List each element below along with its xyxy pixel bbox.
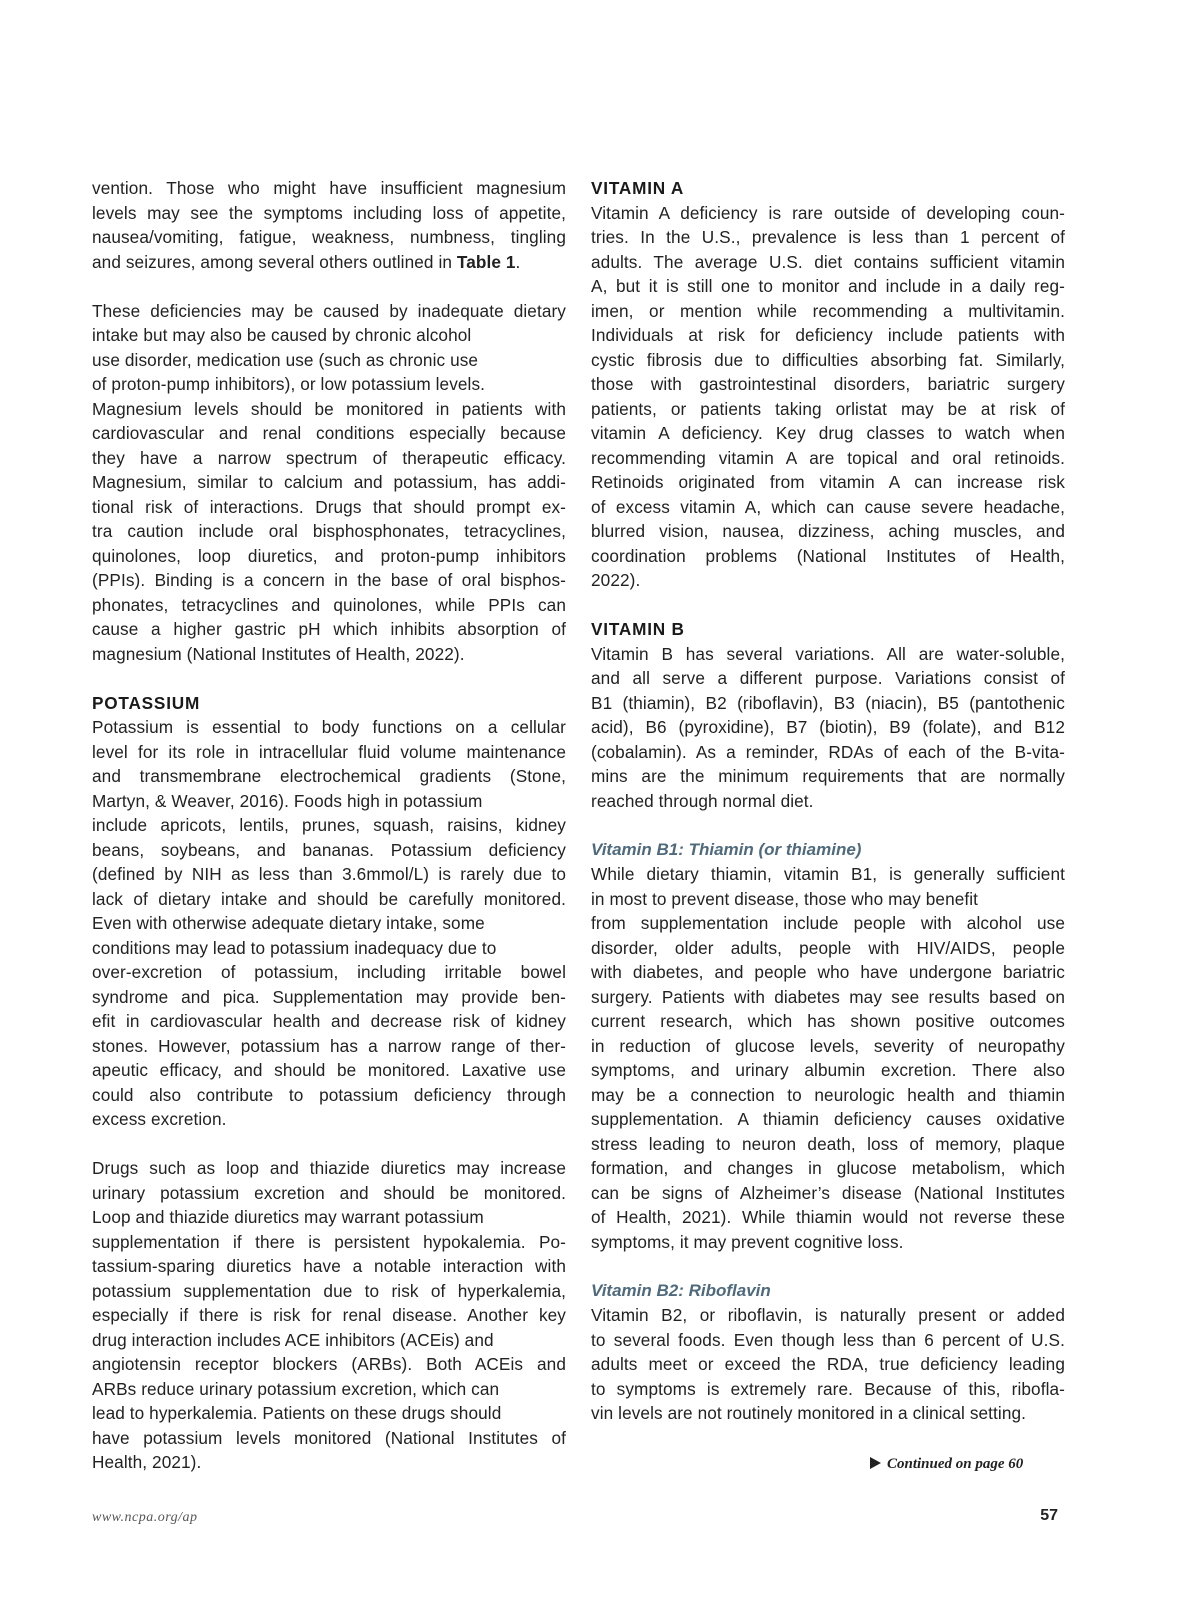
paragraph-line: to symptoms is extremely rare. Because of this, ribofla-	[591, 1378, 1065, 1399]
intro-paragraph	[92, 176, 566, 274]
potassium-heading: POTASSIUM	[92, 692, 201, 713]
paragraph-line: apeutic efficacy, and should be monitored. Laxative use	[92, 1060, 566, 1080]
paragraph-line: (defined by NIH as less than 3.6mmol/L) is rarely due to	[92, 864, 566, 884]
paragraph-line: over-excretion of potassium, including irritable bowel	[92, 962, 566, 982]
paragraph-line: Even with otherwise adequate dietary intake, some	[92, 913, 485, 933]
paragraph-line: tassium-sparing diuretics have a notable interaction with	[92, 1256, 566, 1276]
paragraph-line: urinary potassium excretion and should be monitored.	[92, 1182, 566, 1203]
paragraph-line: and all serve a different purpose. Variations consist of	[591, 668, 1065, 688]
paragraph-line: tional risk of interactions. Drugs that should prompt ex-	[92, 496, 566, 517]
paragraph-line: vention. Those who might have insufficient magnesium	[92, 178, 566, 198]
paragraph-line: supplementation if there is persistent hypokalemia. Po-	[92, 1231, 566, 1252]
paragraph-line: adults meet or exceed the RDA, true deficiency leading	[591, 1354, 1065, 1374]
paragraph-line: levels may see the symptoms including loss of appetite,	[92, 202, 566, 223]
paragraph-line: recommending vitamin A are topical and oral retinoids.	[591, 447, 1065, 468]
paragraph-line: magnesium (National Institutes of Health, 2022).	[92, 643, 465, 664]
paragraph-line: potassium supplementation due to risk of hyperkalemia,	[92, 1280, 566, 1301]
paragraph-line: While dietary thiamin, vitamin B1, is generally sufficient	[591, 864, 1065, 884]
paragraph-line: intake but may also be caused by chronic alcohol	[92, 325, 472, 345]
paragraph-line: ARBs reduce urinary potassium excretion, which can	[92, 1378, 500, 1399]
paragraph-line: especially if there is risk for renal disease. Another key	[92, 1305, 566, 1325]
paragraph-line: cardiovascular and renal conditions especially because	[92, 423, 566, 443]
paragraph-line: syndrome and pica. Supplementation may provide ben-	[92, 986, 566, 1007]
potassium-paragraph	[92, 715, 566, 1132]
paragraph-line: excess excretion.	[92, 1109, 227, 1129]
paragraph-line: those with gastrointestinal disorders, bariatric surgery	[591, 374, 1065, 394]
paragraph-line: beans, soybeans, and bananas. Potassium deficiency	[92, 839, 566, 860]
vitamin-b1-paragraph	[591, 862, 1065, 1254]
paragraph-line: vin levels are not routinely monitored in a clinical setting.	[591, 1403, 1027, 1423]
paragraph-line: Martyn, & Weaver, 2016). Foods high in potassium	[92, 790, 483, 811]
paragraph-line: quinolones, loop diuretics, and proton-pump inhibitors	[92, 545, 566, 566]
left-column	[92, 176, 566, 1475]
paragraph-line: 2022).	[591, 570, 641, 590]
vitamin-a-heading: VITAMIN A	[591, 178, 685, 198]
paragraph-line: Vitamin A deficiency is rare outside of developing coun-	[591, 202, 1065, 223]
paragraph-line: Magnesium, similar to calcium and potassium, has addi-	[92, 472, 566, 492]
paragraph-line: blurred vision, nausea, dizziness, aching muscles, and	[591, 521, 1065, 541]
drugs-paragraph	[92, 1156, 566, 1475]
paragraph-line: reached through normal diet.	[591, 790, 814, 811]
paragraph-line: Vitamin B2, or riboflavin, is naturally present or added	[591, 1305, 1065, 1325]
vitamin-b2-heading: Vitamin B2: Riboflavin	[591, 1280, 771, 1300]
paragraph-line: could also contribute to potassium deficiency through	[92, 1084, 566, 1105]
vitamin-b1-heading: Vitamin B1: Thiamin (or thiamine)	[591, 839, 862, 859]
paragraph-line: tries. In the U.S., prevalence is less than 1 percent of	[591, 227, 1065, 247]
paragraph-line: adults. The average U.S. diet contains sufficient vitamin	[591, 251, 1065, 272]
vitamin-b-paragraph	[591, 642, 1065, 814]
paragraph-line: supplementation. A thiamin deficiency causes oxidative	[591, 1109, 1065, 1129]
paragraph-line: Individuals at risk for deficiency include patients with	[591, 325, 1065, 345]
paragraph-line: vitamin A deficiency. Key drug classes to watch when	[591, 423, 1065, 443]
paragraph-line: use disorder, medication use (such as chronic use	[92, 349, 479, 370]
paragraph-line: Vitamin B has several variations. All are water-soluble,	[591, 643, 1065, 664]
paragraph-line: Drugs such as loop and thiazide diuretics may increase	[92, 1158, 566, 1178]
paragraph-line: and transmembrane electrochemical gradients (Stone,	[92, 766, 566, 786]
paragraph-line: formation, and changes in glucose metabolism, which	[591, 1158, 1065, 1178]
magnesium-paragraph	[92, 299, 566, 667]
vitamin-b2-paragraph	[591, 1303, 1065, 1426]
paragraph-line: coordination problems (National Institutes of Health,	[591, 545, 1065, 566]
paragraph-line: drug interaction includes ACE inhibitors (ACEis) and	[92, 1329, 494, 1350]
paragraph-line: surgery. Patients with diabetes may see results based on	[591, 986, 1065, 1007]
paragraph-line: stress leading to neuron death, loss of memory, plaque	[591, 1133, 1065, 1154]
table-reference: Table 1	[456, 251, 516, 272]
paragraph-line: current research, which has shown positive outcomes	[591, 1011, 1065, 1031]
footer-url[interactable]: www.ncpa.org/ap	[92, 1510, 198, 1525]
paragraph-line: phonates, tetracyclines and quinolones, while PPIs can	[92, 594, 566, 615]
right-column	[591, 176, 1065, 1426]
paragraph-line: cause a higher gastric pH which inhibits absorption of	[92, 619, 566, 639]
continued-on-page-link[interactable]	[870, 1456, 1023, 1473]
paragraph-line: patients, or patients taking orlistat may be at risk of	[591, 398, 1065, 419]
paragraph-line: efit in cardiovascular health and decrease risk of kidney	[92, 1011, 566, 1031]
paragraph-line: nausea/vomiting, fatigue, weakness, numbness, tingling	[92, 227, 566, 247]
paragraph-line: of excess vitamin A, which can cause severe headache,	[591, 496, 1065, 517]
paragraph-line: tra caution include oral bisphosphonates, tetracyclines,	[92, 521, 566, 541]
paragraph-line: (PPIs). Binding is a concern in the base of oral bisphos-	[92, 570, 566, 590]
paragraph-line: in reduction of glucose levels, severity of neuropathy	[591, 1035, 1065, 1056]
paragraph-line: include apricots, lentils, prunes, squash, raisins, kidney	[92, 815, 566, 835]
paragraph-line: of proton-pump inhibitors), or low potassium levels.	[92, 374, 486, 394]
paragraph-line: symptoms, and urinary albumin excretion. There also	[591, 1060, 1065, 1080]
paragraph-line: Potassium is essential to body functions on a cellular	[92, 717, 566, 737]
paragraph-line: can be signs of Alzheimer’s disease (National Institutes	[591, 1182, 1065, 1203]
triangle-right-icon	[870, 1457, 881, 1469]
intro-last-line-text: and seizures, among several others outlined in	[92, 251, 457, 272]
paragraph-line: mins are the minimum requirements that are normally	[591, 766, 1065, 786]
paragraph-line: conditions may lead to potassium inadequacy due to	[92, 937, 497, 958]
paragraph-line: acid), B6 (pyroxidine), B7 (biotin), B9 (folate), and B12	[591, 717, 1065, 737]
vitamin-b-heading: VITAMIN B	[591, 619, 685, 639]
vitamin-a-paragraph	[591, 201, 1065, 593]
paragraph-line: with diabetes, and people who have undergone bariatric	[591, 962, 1065, 982]
paragraph-line: they have a narrow spectrum of therapeutic efficacy.	[92, 447, 566, 468]
paragraph-line: lack of dietary intake and should be carefully monitored.	[92, 888, 566, 909]
paragraph-line: from supplementation include people with alcohol use	[591, 913, 1065, 933]
paragraph-line: disorder, older adults, people with HIV/AIDS, people	[591, 937, 1065, 958]
paragraph-line: stones. However, potassium has a narrow range of ther-	[92, 1035, 566, 1056]
paragraph-line: may be a connection to neurologic health and thiamin	[591, 1084, 1065, 1105]
paragraph-line: A, but it is still one to monitor and include in a daily reg-	[591, 276, 1065, 296]
paragraph-line: Loop and thiazide diuretics may warrant potassium	[92, 1207, 484, 1227]
paragraph-line: lead to hyperkalemia. Patients on these drugs should	[92, 1403, 502, 1423]
paragraph-line: cystic fibrosis due to difficulties absorbing fat. Similarly,	[591, 349, 1065, 370]
paragraph-line: in most to prevent disease, those who may benefit	[591, 888, 979, 909]
paragraph-line: symptoms, it may prevent cognitive loss.	[591, 1231, 904, 1252]
continued-text: Continued on page 60	[887, 1456, 1024, 1472]
paragraph-line: imen, or mention while recommending a multivitamin.	[591, 300, 1065, 321]
paragraph-line	[92, 250, 566, 275]
paragraph-line: These deficiencies may be caused by inadequate dietary	[92, 300, 566, 321]
paragraph-line: B1 (thiamin), B2 (riboflavin), B3 (niacin), B5 (pantothenic	[591, 692, 1065, 713]
page-number: 57	[1040, 1507, 1058, 1524]
paragraph-line: level for its role in intracellular fluid volume maintenance	[92, 741, 566, 762]
paragraph-line: (cobalamin). As a reminder, RDAs of each of the B-vita-	[591, 741, 1065, 762]
paragraph-line: of Health, 2021). While thiamin would not reverse these	[591, 1207, 1065, 1227]
paragraph-line: Health, 2021).	[92, 1452, 202, 1472]
paragraph-line: Retinoids originated from vitamin A can increase risk	[591, 472, 1065, 492]
paragraph-line: have potassium levels monitored (National Institutes of	[92, 1427, 566, 1448]
intro-last-line-period: .	[515, 251, 521, 272]
paragraph-line: to several foods. Even though less than 6 percent of U.S.	[591, 1329, 1065, 1350]
paragraph-line: Magnesium levels should be monitored in patients with	[92, 398, 566, 419]
paragraph-line: angiotensin receptor blockers (ARBs). Both ACEis and	[92, 1354, 566, 1374]
